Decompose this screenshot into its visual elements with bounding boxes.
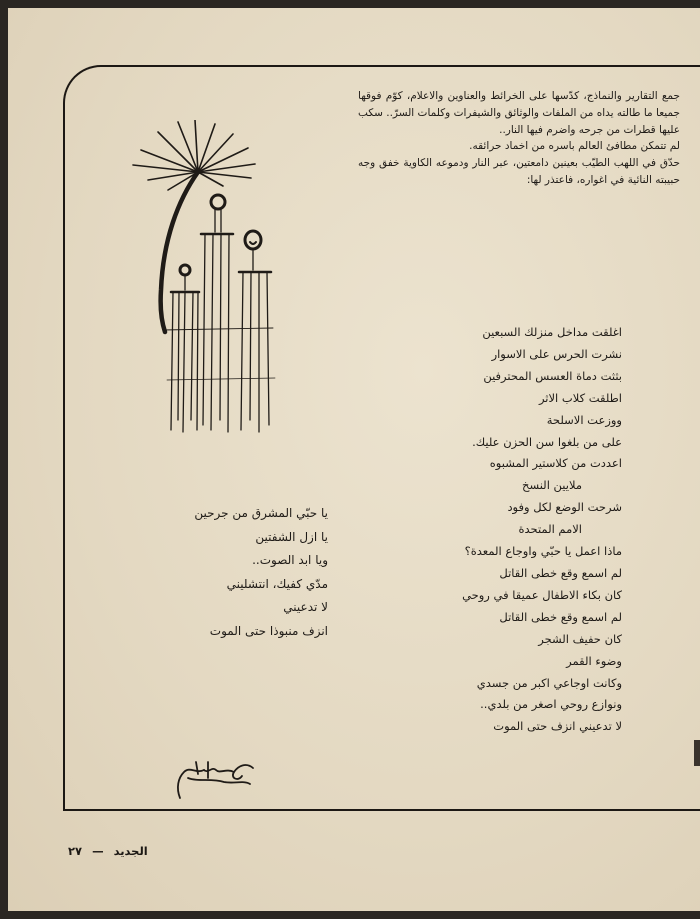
prose-paragraph: لم تتمكن مطافئ العالم باسره من اخماد حرائقه. bbox=[469, 140, 680, 153]
poem-line: ماذا اعمل يا حبّي واوجاع المعدة؟ bbox=[464, 544, 622, 559]
poem-line: شرحت الوضع لكل وفود bbox=[507, 500, 622, 515]
poem-line: لم اسمع وقع خطى القاتل bbox=[499, 609, 622, 624]
poem-line: انزف منبوذا حتى الموت bbox=[209, 623, 328, 638]
poem-line: اعددت من كلاستير المشبوه bbox=[489, 456, 622, 471]
main-poem bbox=[362, 322, 622, 738]
poem-line: وكانت اوجاعي اكبر من جسدي bbox=[476, 675, 622, 690]
poem-line: على من بلغوا سن الحزن عليك. bbox=[472, 434, 622, 449]
poem-line: لم اسمع وقع خطى القاتل bbox=[499, 565, 622, 580]
figure-left bbox=[171, 265, 199, 432]
poem-line: كان حفيف الشجر bbox=[538, 631, 622, 646]
magazine-name: الجديد bbox=[113, 844, 148, 858]
author-signature bbox=[168, 748, 258, 808]
figure-right bbox=[239, 231, 271, 432]
page-number: ٢٧ bbox=[68, 844, 83, 858]
poem-line: كان بكاء الاطفال عميقا في روحي bbox=[462, 587, 622, 602]
prose-paragraph: جمع التقارير والنماذج، كدّسها على الخرائط والعناوين والاعلام، كوّم فوقها جميعا ما طالته يداه من الملفات والوثائق والشيفرات وكلمات السرّ.. سكب عليها قطرات من جرحه واضرم فيها النار.. bbox=[358, 90, 680, 136]
poem-line: مدّي كفيك، انتشليني bbox=[226, 576, 328, 591]
poem-line: ويا ابد الصوت.. bbox=[252, 553, 328, 567]
magazine-page bbox=[8, 8, 700, 911]
poem-line: يا ازل الشفتين bbox=[255, 529, 328, 544]
figure-middle bbox=[201, 195, 233, 432]
poem-line: ملايين النسخ bbox=[522, 478, 582, 493]
poem-line: بثثت دماة العسس المحترفين bbox=[483, 368, 622, 383]
poem-line: ونوازع روحي اصغر من بلدي.. bbox=[480, 697, 622, 712]
poem-line: اغلقت مداخل منزلك السبعين bbox=[482, 325, 622, 339]
ink-drawing-figures bbox=[123, 120, 313, 440]
edge-mark bbox=[694, 740, 700, 766]
poem-line: وضوء القمر bbox=[566, 653, 622, 668]
poem-line: لا تدعيني انزف حتى الموت bbox=[493, 719, 622, 734]
poem-line: الامم المتحدة bbox=[518, 522, 582, 537]
prose-block bbox=[358, 88, 680, 189]
second-poem bbox=[158, 502, 328, 643]
poem-line: لا تدعيني bbox=[283, 600, 328, 614]
poem-line: ووزعت الاسلحة bbox=[546, 412, 622, 427]
page-footer bbox=[68, 844, 148, 858]
poem-line: نشرت الحرس على الاسوار bbox=[491, 346, 622, 361]
poem-line: يا حبّي المشرق من جرحين bbox=[194, 506, 328, 520]
footer-dash: — bbox=[92, 844, 104, 858]
prose-paragraph: حدّق في اللهب الطيّب بعينين دامعتين، عبر النار ودموعه الكاوية خفق وجه حبيبته النائية في اغواره، فاعتذر لها: bbox=[358, 157, 680, 186]
poem-line: اطلقت كلاب الاثر bbox=[538, 390, 622, 405]
